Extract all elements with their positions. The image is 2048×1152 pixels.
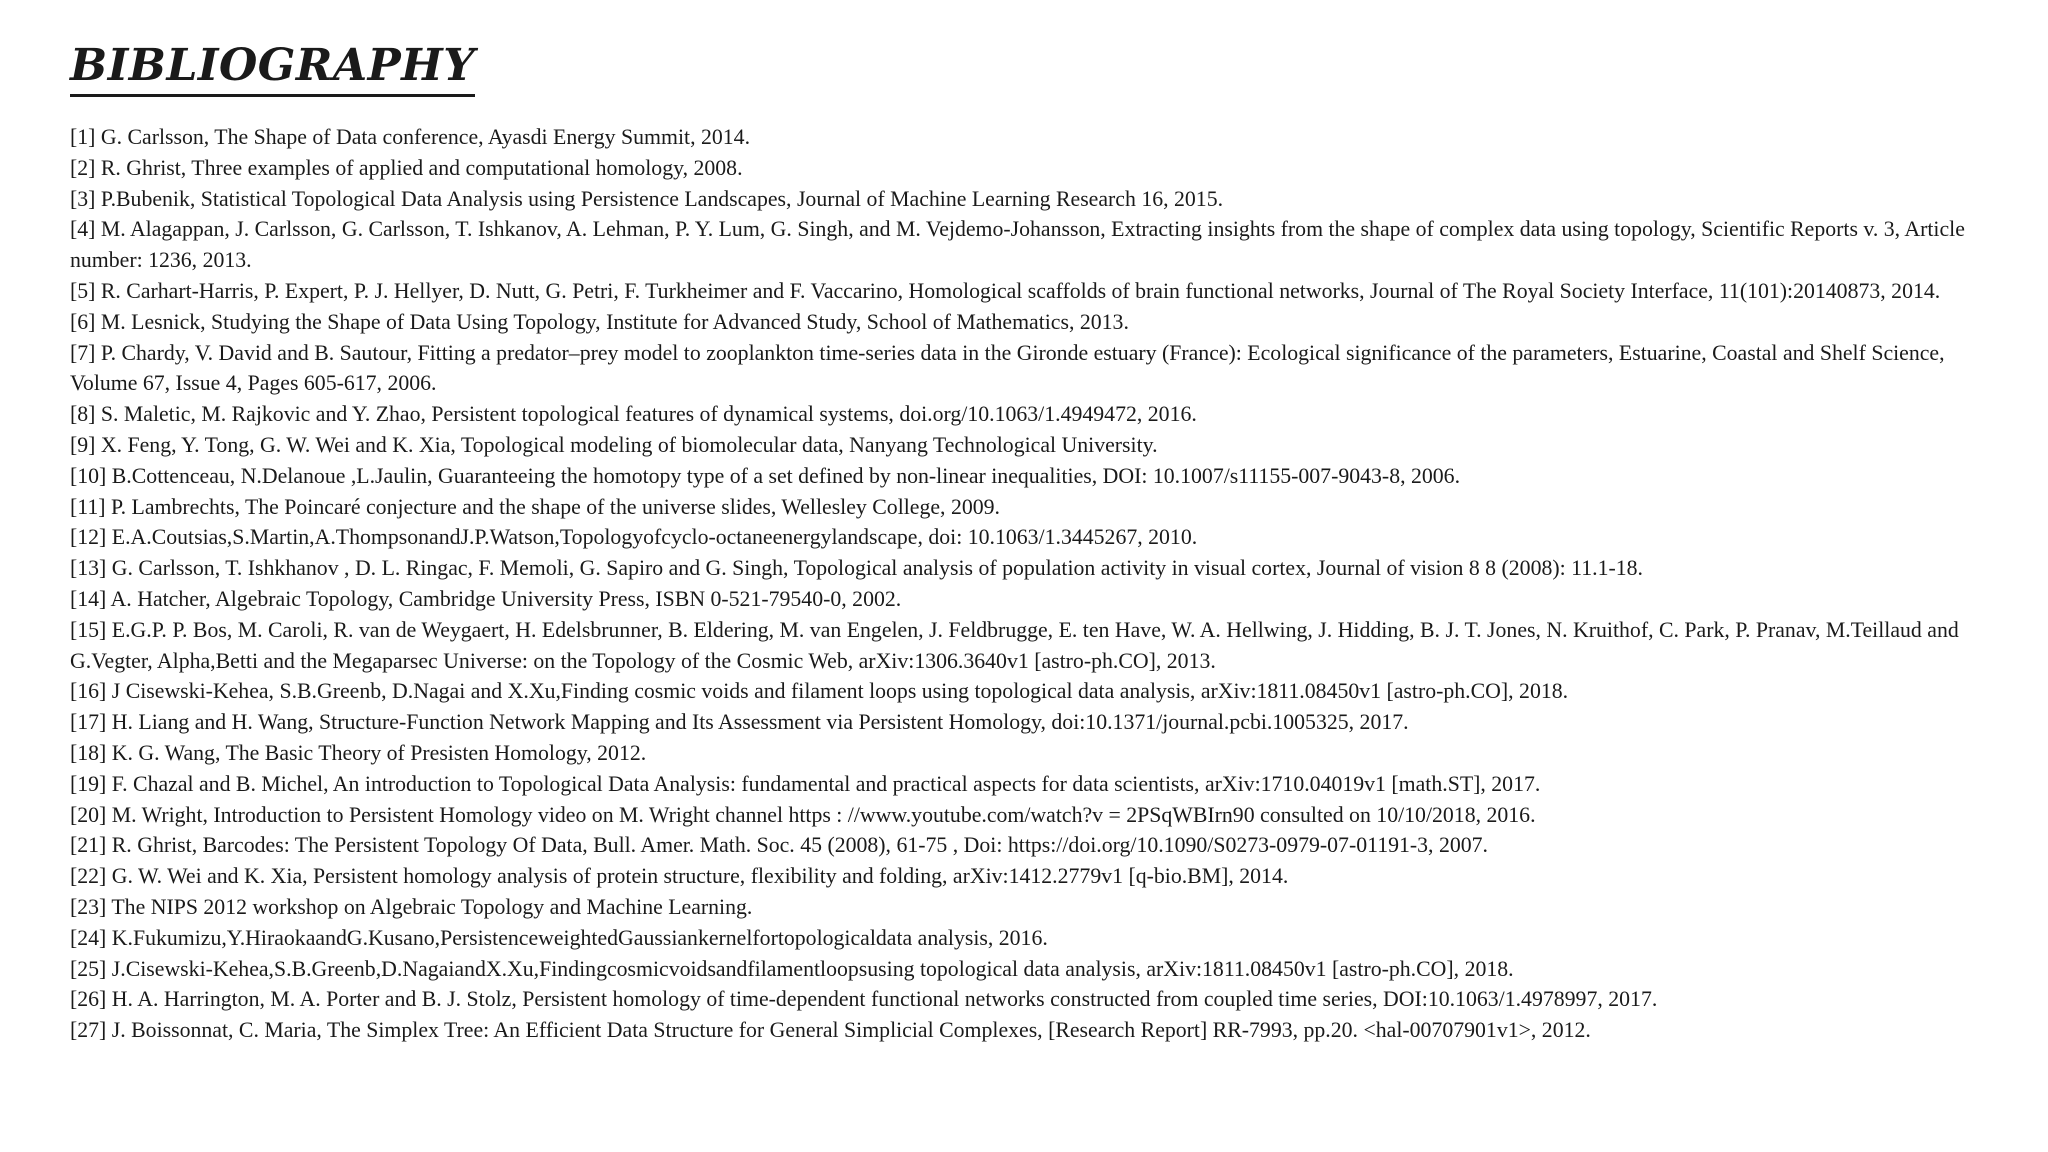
reference-item: [7] P. Chardy, V. David and B. Sautour, Fitting a predator–prey model to zooplankton time-series data in the Gironde estuary (France): Ecological significance of the parameters, Estuarine, Coastal and Shelf Science, Volume 67, Issue 4, Pages 605-617, 2006. [70,340,1945,396]
reference-item: [20] M. Wright, Introduction to Persistent Homology video on M. Wright channel https : //www.youtube.com/watch?v = 2PSqWBIrn90 consulted on 10/10/2018, 2016. [70,802,1536,827]
reference-item: [26] H. A. Harrington, M. A. Porter and B. J. Stolz, Persistent homology of time-dependent functional networks constructed from coupled time series, DOI:10.1063/1.4978997, 2017. [70,987,1658,1012]
reference-item: [6] M. Lesnick, Studying the Shape of Data Using Topology, Institute for Advanced Study, School of Mathematics, 2013. [70,309,1129,334]
reference-item: [16] J Cisewski-Kehea, S.B.Greenb, D.Nagai and X.Xu,Finding cosmic voids and filament loops using topological data analysis, arXiv:1811.08450v1 [astro-ph.CO], 2018. [70,679,1569,704]
reference-item: [1] G. Carlsson, The Shape of Data conference, Ayasdi Energy Summit, 2014. [70,125,751,149]
reference-item: [24] K.Fukumizu,Y.HiraokaandG.Kusano,PersistenceweightedGaussiankernelfortopologicaldata analysis, 2016. [70,925,1048,950]
reference-item: [15] E.G.P. P. Bos, M. Caroli, R. van de Weygaert, H. Edelsbrunner, B. Eldering, M. van Engelen, J. Feldbrugge, E. ten Have, W. A. Hellwing, J. Hidding, B. J. T. Jones, N. Kruithof, C. Park, P. Pranav, M.Teillaud and G.Vegter, Alpha,Betti and the Megaparsec Universe: on the Topology of the Cosmic Web, arXiv:1306.3640v1 [astro-ph.CO], 2013. [70,617,1959,673]
reference-item: [25] J.Cisewski-Kehea,S.B.Greenb,D.NagaiandX.Xu,Findingcosmicvoidsandfilamentloopsusing topological data analysis, arXiv:1811.08450v1 [astro-ph.CO], 2018. [70,956,1514,981]
reference-item: [10] B.Cottenceau, N.Delanoue ,L.Jaulin, Guaranteeing the homotopy type of a set defined by non-linear inequalities, DOI: 10.1007/s11155-007-9043-8, 2006. [70,463,1461,488]
reference-item: [12] E.A.Coutsias,S.Martin,A.ThompsonandJ.P.Watson,Topologyofcyclo-octaneenergylandscape, doi: 10.1063/1.3445267, 2010. [70,525,1198,550]
reference-item: [9] X. Feng, Y. Tong, G. W. Wei and K. Xia, Topological modeling of biomolecular data, Nanyang Technological University. [70,432,1158,457]
reference-item: [11] P. Lambrechts, The Poincaré conjecture and the shape of the universe slides, Wellesley College, 2009. [70,494,1000,519]
reference-item: [14] A. Hatcher, Algebraic Topology, Cambridge University Press, ISBN 0-521-79540-0, 2002. [70,586,902,611]
reference-list [70,122,2010,1046]
page-title: BIBLIOGRAPHY [70,38,475,97]
reference-item: [2] R. Ghrist, Three examples of applied and computational homology, 2008. [70,155,743,180]
reference-item: [23] The NIPS 2012 workshop on Algebraic Topology and Machine Learning. [70,894,753,919]
reference-item: [5] R. Carhart-Harris, P. Expert, P. J. Hellyer, D. Nutt, G. Petri, F. Turkheimer and F. Vaccarino, Homological scaffolds of brain functional networks, Journal of The Royal Society Interface, 11(101):20140873, 2014. [70,278,1941,303]
reference-item: [22] G. W. Wei and K. Xia, Persistent homology analysis of protein structure, flexibility and folding, arXiv:1412.2779v1 [q-bio.BM], 2014. [70,864,1289,889]
reference-item: [8] S. Maletic, M. Rajkovic and Y. Zhao, Persistent topological features of dynamical systems, doi.org/10.1063/1.4949472, 2016. [70,402,1197,427]
reference-item: [17] H. Liang and H. Wang, Structure-Function Network Mapping and Its Assessment via Persistent Homology, doi:10.1371/journal.pcbi.1005325, 2017. [70,710,1409,735]
reference-item: [4] M. Alagappan, J. Carlsson, G. Carlsson, T. Ishkanov, A. Lehman, P. Y. Lum, G. Singh, and M. Vejdemo-Johansson, Extracting insights from the shape of complex data using topology, Scientific Reports v. 3, Article number: 1236, 2013. [70,217,1965,273]
reference-item: [27] J. Boissonnat, C. Maria, The Simplex Tree: An Efficient Data Structure for General Simplicial Complexes, [Research Report] RR-7993, pp.20. <hal-00707901v1>, 2012. [70,1018,1591,1043]
reference-item: [3] P.Bubenik, Statistical Topological Data Analysis using Persistence Landscapes, Journal of Machine Learning Research 16, 2015. [70,186,1224,211]
reference-item: [18] K. G. Wang, The Basic Theory of Presisten Homology, 2012. [70,740,647,765]
reference-item: [13] G. Carlsson, T. Ishkhanov , D. L. Ringac, F. Memoli, G. Sapiro and G. Singh, Topological analysis of population activity in visual cortex, Journal of vision 8 8 (2008): 11.1-18. [70,556,1643,581]
reference-item: [19] F. Chazal and B. Michel, An introduction to Topological Data Analysis: fundamental and practical aspects for data scientists, arXiv:1710.04019v1 [math.ST], 2017. [70,771,1541,796]
reference-item: [21] R. Ghrist, Barcodes: The Persistent Topology Of Data, Bull. Amer. Math. Soc. 45 (2008), 61-75 , Doi: https://doi.org/10.1090/S0273-0979-07-01191-3, 2007. [70,833,1488,858]
